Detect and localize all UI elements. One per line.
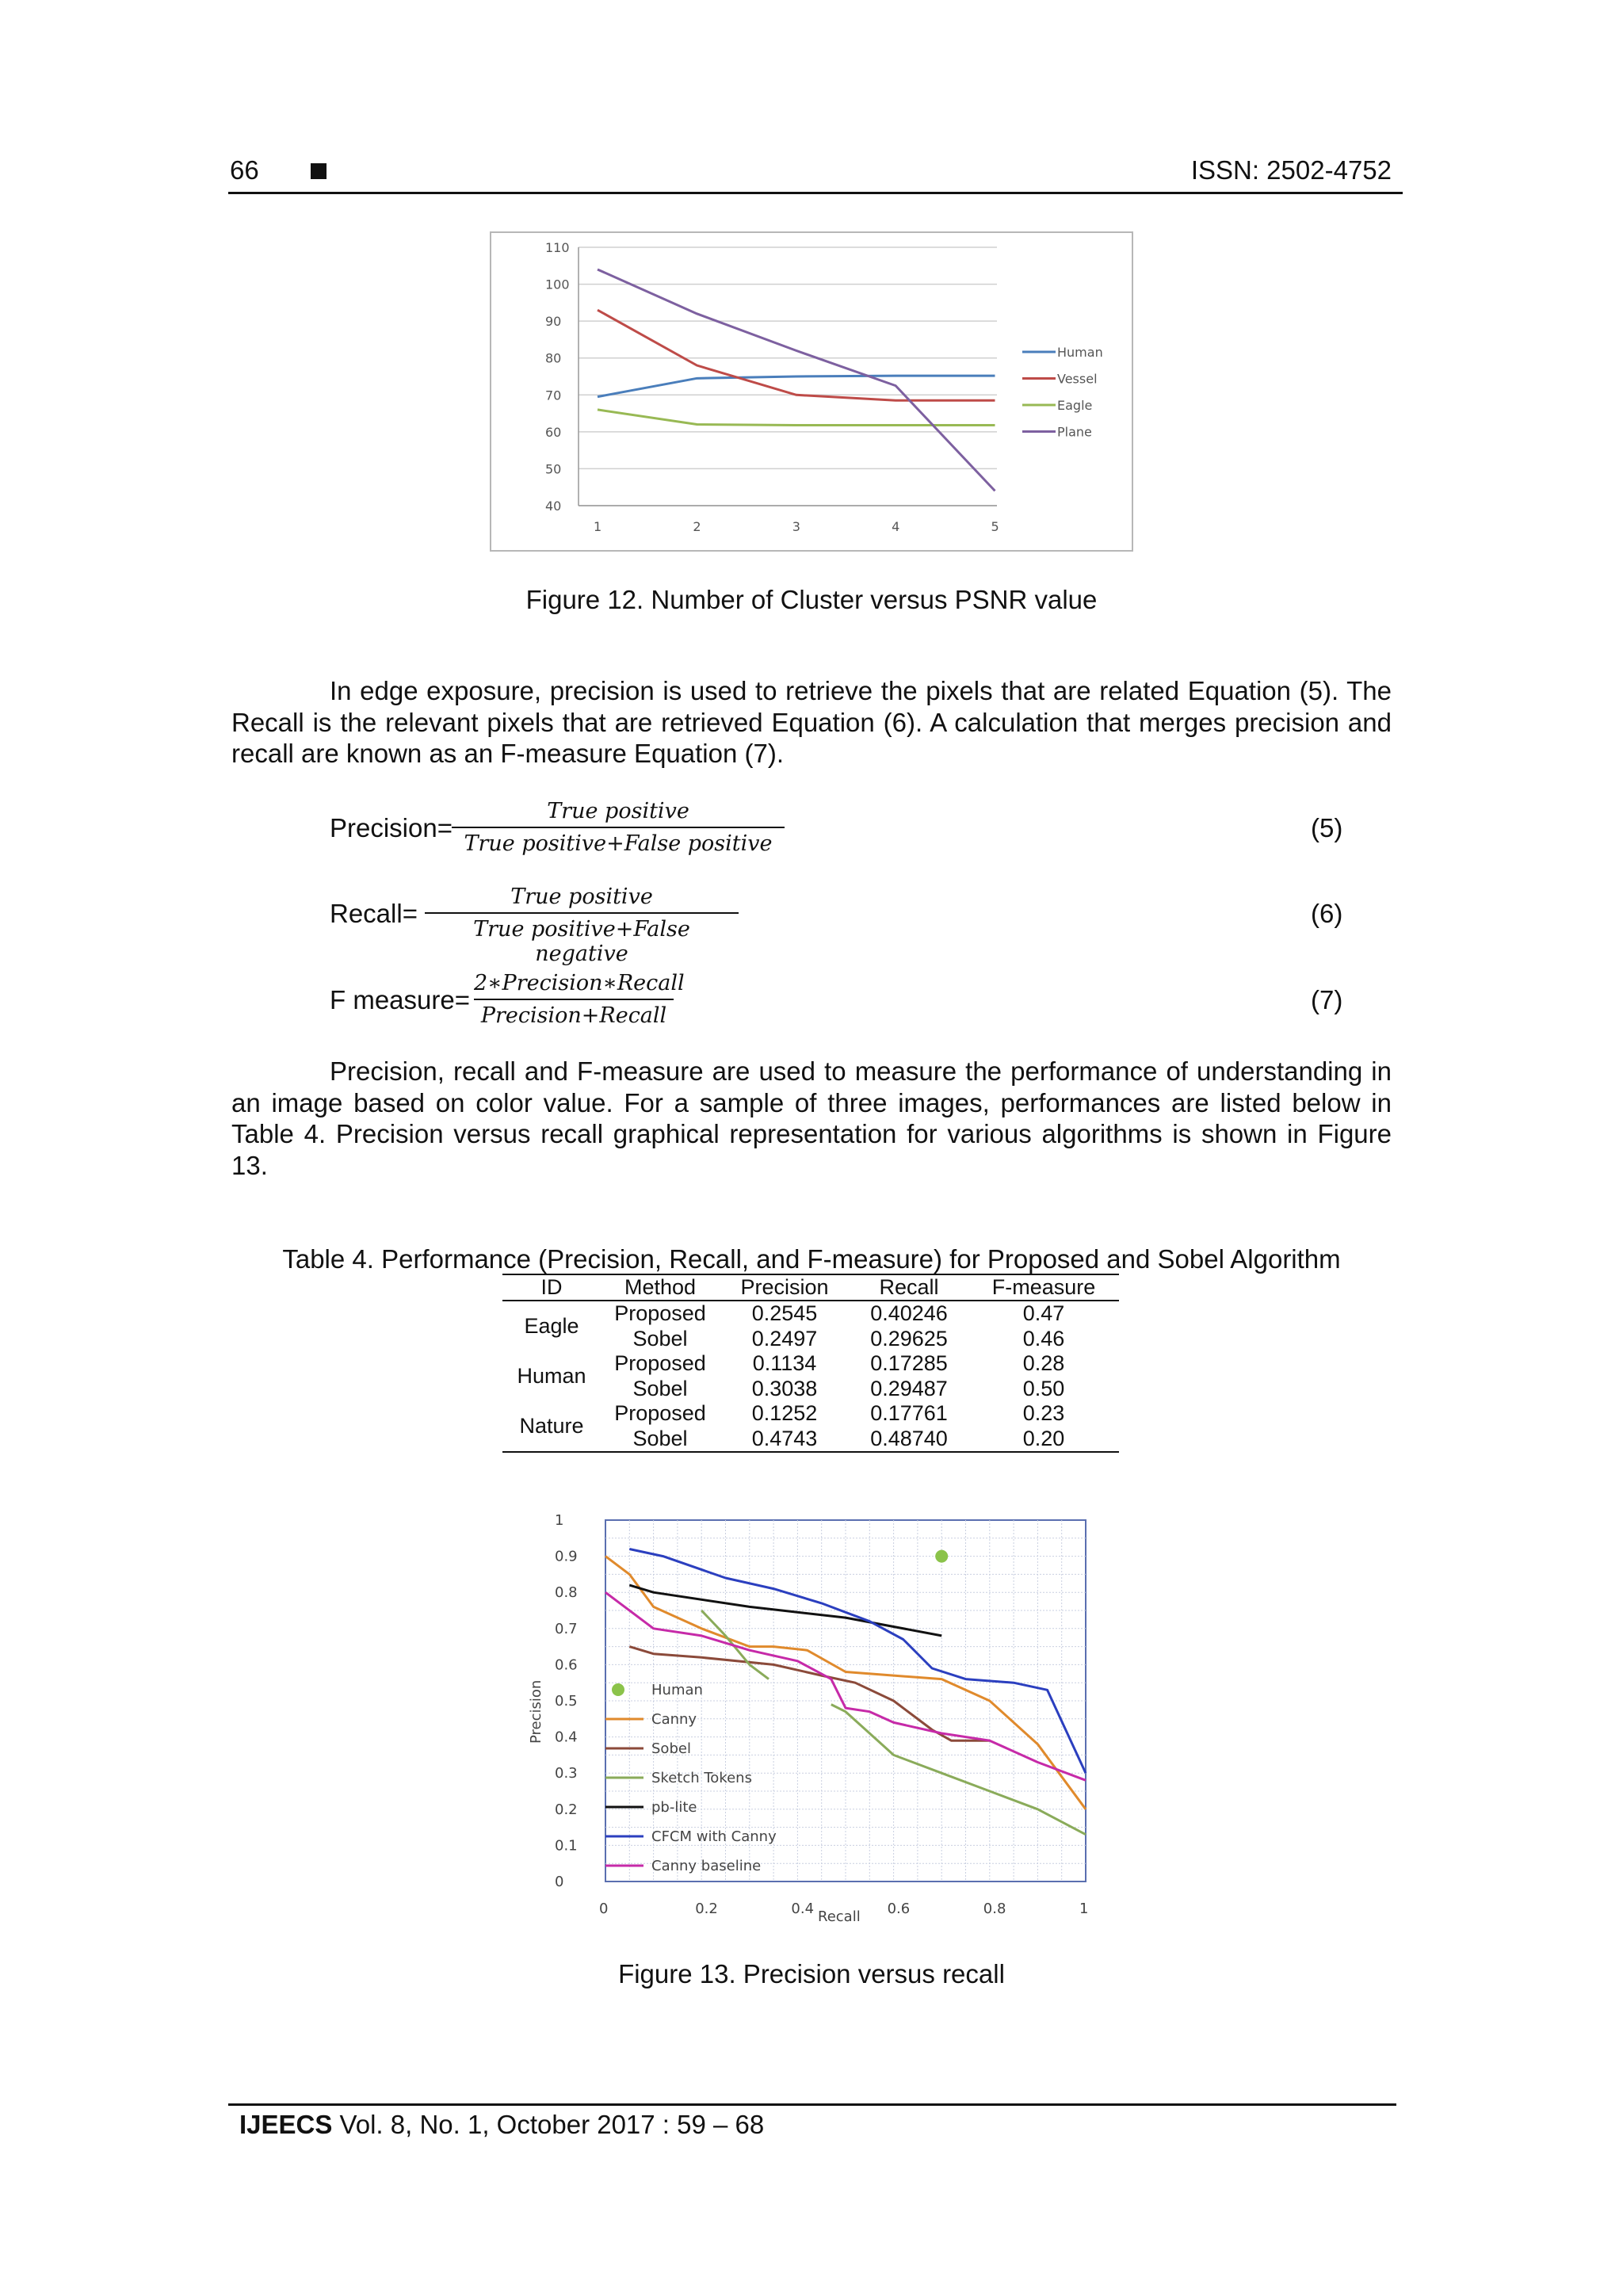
legend-swatch xyxy=(612,1683,624,1696)
equation-numerator: 2∗Precision∗Recall xyxy=(474,971,685,995)
table-header-cell: ID xyxy=(502,1274,601,1301)
table-cell: Proposed xyxy=(614,1401,706,1426)
table-cell: 0.17285 xyxy=(870,1351,948,1376)
y-tick-label: 0.8 xyxy=(555,1584,578,1602)
x-tick-label: 4 xyxy=(892,519,900,534)
x-tick-label: 1 xyxy=(594,519,602,534)
paragraph-2 xyxy=(231,1056,1392,1181)
y-tick-label: 70 xyxy=(545,388,562,403)
table-header-row xyxy=(502,1274,1119,1301)
y-tick-label: 0.2 xyxy=(555,1801,578,1818)
table-cell: 0.48740 xyxy=(850,1427,968,1453)
header-square-icon xyxy=(311,163,327,179)
table-cell-id: Eagle xyxy=(524,1314,579,1338)
legend-label: Human xyxy=(1057,345,1103,360)
table-4-caption: Table 4. Performance (Precision, Recall, and F-measure) for Proposed and Sobel Algorithm xyxy=(282,1244,1341,1274)
legend-label: Sketch Tokens xyxy=(651,1770,752,1786)
y-tick-label: 0.7 xyxy=(555,1620,578,1637)
y-tick-label: 0.9 xyxy=(555,1548,578,1565)
legend-label: Canny baseline xyxy=(651,1858,762,1874)
header-rule xyxy=(228,192,1403,194)
legend-label: Vessel xyxy=(1057,371,1098,387)
table-cell: Proposed xyxy=(614,1301,706,1326)
figure-12-chart xyxy=(490,231,1133,552)
equation-denominator: True positive+False negative xyxy=(425,912,739,966)
issn: ISSN: 2502-4752 xyxy=(1190,155,1392,185)
legend-label: Canny xyxy=(651,1711,697,1728)
table-cell: Sobel xyxy=(632,1326,688,1350)
equation-number: (6) xyxy=(1311,899,1343,928)
legend-label: CFCM with Canny xyxy=(651,1828,777,1845)
table-header-cell: Recall xyxy=(850,1274,968,1301)
y-tick-label: 0.3 xyxy=(555,1765,578,1782)
equation-numerator: True positive xyxy=(547,799,689,823)
paragraph-1 xyxy=(231,675,1392,770)
equation-number: (5) xyxy=(1311,813,1343,842)
y-tick-label: 0.5 xyxy=(555,1693,578,1710)
table-cell: 0.3038 xyxy=(751,1376,818,1400)
table-row xyxy=(502,1301,1119,1327)
equation-fraction xyxy=(452,799,785,856)
x-tick-label: 5 xyxy=(991,519,999,534)
equation-label: F measure= xyxy=(330,985,470,1014)
table-cell-id: Nature xyxy=(502,1401,601,1452)
table-cell: 0.4743 xyxy=(720,1427,850,1453)
footer-journal: IJEECS xyxy=(239,2110,333,2139)
table-4 xyxy=(502,1274,1119,1453)
x-tick-label: 0.6 xyxy=(887,1901,911,1917)
equation-denominator: True positive+False positive xyxy=(452,827,785,856)
x-axis-label: Recall xyxy=(818,1908,861,1925)
table-cell: 0.28 xyxy=(1022,1351,1065,1376)
table-cell: Sobel xyxy=(632,1376,688,1400)
footer xyxy=(239,2110,764,2140)
table-cell: 0.47 xyxy=(1022,1301,1065,1326)
y-tick-label: 90 xyxy=(545,314,562,330)
equation-fraction xyxy=(474,971,685,1028)
table-header-cell: F-measure xyxy=(968,1274,1119,1301)
equation-label: Recall= xyxy=(330,899,418,928)
equation-label: Precision= xyxy=(330,813,453,842)
y-tick-label: 0.4 xyxy=(555,1729,578,1746)
legend-label: Plane xyxy=(1057,424,1092,440)
y-tick-label: 80 xyxy=(545,350,562,366)
table-cell: 0.29487 xyxy=(870,1376,948,1400)
equation-fraction xyxy=(425,884,739,966)
table-cell: 0.29625 xyxy=(870,1326,948,1350)
data-point-human xyxy=(935,1550,948,1563)
y-tick-label: 100 xyxy=(545,277,570,292)
legend-label: Human xyxy=(651,1682,703,1698)
table-cell-id: Human xyxy=(517,1364,586,1388)
table-cell: Sobel xyxy=(601,1427,720,1453)
x-tick-label: 0 xyxy=(599,1901,609,1917)
table-cell: 0.50 xyxy=(1022,1376,1065,1400)
table-cell: 0.23 xyxy=(1022,1401,1065,1426)
x-tick-label: 3 xyxy=(792,519,800,534)
y-axis-label: Precision xyxy=(528,1679,544,1744)
figure-13-caption: Figure 13. Precision versus recall xyxy=(618,1959,1005,1988)
y-tick-label: 50 xyxy=(545,461,562,477)
table-row xyxy=(502,1401,1119,1427)
y-tick-label: 1 xyxy=(555,1512,564,1529)
page-number: 66 xyxy=(230,155,259,185)
table-cell: Proposed xyxy=(614,1351,706,1376)
x-tick-label: 1 xyxy=(1079,1901,1089,1917)
legend-label: Eagle xyxy=(1057,398,1093,413)
table-cell: 0.1252 xyxy=(751,1401,818,1426)
table-row xyxy=(502,1351,1119,1377)
y-tick-label: 0.6 xyxy=(555,1656,578,1674)
equation-denominator: Precision+Recall xyxy=(474,999,674,1028)
equation-numerator: True positive xyxy=(510,884,653,909)
figure-13-chart xyxy=(517,1506,1127,1950)
x-tick-label: 0.2 xyxy=(695,1901,718,1917)
y-tick-label: 60 xyxy=(545,424,562,440)
table-header-cell: Precision xyxy=(720,1274,850,1301)
y-tick-label: 0 xyxy=(555,1874,564,1890)
x-tick-label: 0.8 xyxy=(983,1901,1006,1917)
table-cell: 0.40246 xyxy=(870,1301,948,1326)
legend-label: pb-lite xyxy=(651,1799,697,1816)
y-tick-label: 0.1 xyxy=(555,1837,578,1855)
table-cell: 0.46 xyxy=(1022,1326,1065,1350)
footer-details: Vol. 8, No. 1, October 2017 : 59 – 68 xyxy=(332,2110,765,2139)
paragraph-1-text: In edge exposure, precision is used to retrieve the pixels that are related Equation (5). The Recall is the relevant pixels that are retrieved Equation (6). A calculation that merges precision and recall are known as an F-measure Equation (7). xyxy=(231,676,1392,768)
table-cell: 0.2497 xyxy=(751,1326,818,1350)
table-cell: 0.1134 xyxy=(752,1351,817,1376)
table-cell: 0.20 xyxy=(968,1427,1119,1453)
x-tick-label: 0.4 xyxy=(791,1901,815,1917)
footer-rule xyxy=(228,2103,1396,2106)
figure-12-caption: Figure 12. Number of Cluster versus PSNR value xyxy=(525,585,1098,614)
y-tick-label: 110 xyxy=(545,240,570,255)
x-tick-label: 2 xyxy=(693,519,701,534)
legend-label: Sobel xyxy=(651,1740,691,1757)
table-header-cell: Method xyxy=(601,1274,720,1301)
paragraph-2-text: Precision, recall and F-measure are used to measure the performance of understanding in an image based on color value. For a sample of three images, performances are listed below in Table 4. Precision versus recall graphical representation for various algorithms is shown in Figure 13. xyxy=(231,1056,1392,1180)
equation-number: (7) xyxy=(1311,985,1343,1014)
table-cell: 0.17761 xyxy=(870,1401,948,1426)
y-tick-label: 40 xyxy=(545,499,562,514)
table-cell: 0.2545 xyxy=(751,1301,818,1326)
